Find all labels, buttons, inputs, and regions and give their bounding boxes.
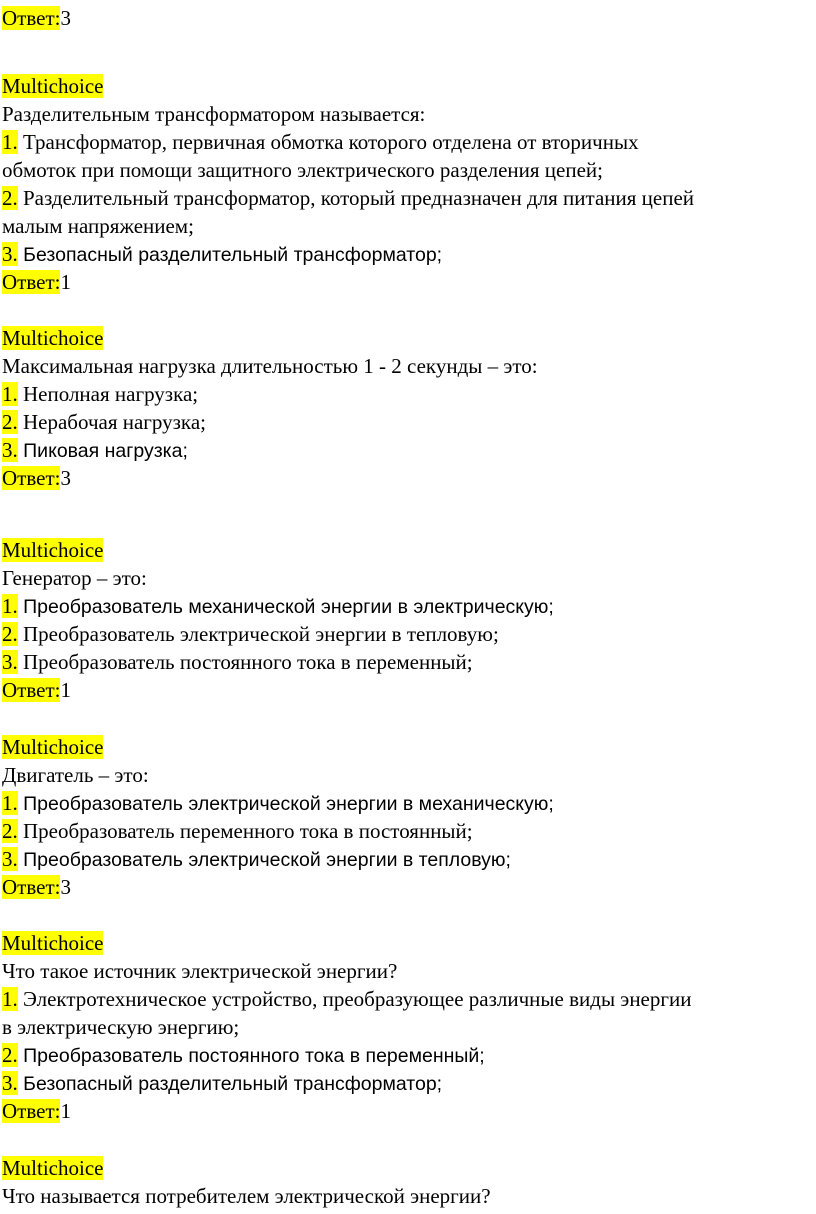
question-text: Максимальная нагрузка длительностью 1 - 2 секунды – это: — [2, 354, 538, 378]
question-type: Multichoice — [2, 74, 104, 98]
option-line-continued: обмоток при помощи защитного электрического разделения цепей; — [2, 158, 603, 182]
answer-line: Ответ:1 — [2, 1099, 71, 1123]
answer-line: Ответ:3 — [2, 466, 71, 490]
option-line: 1. Преобразователь механической энергии в электрическую; — [2, 594, 554, 618]
answer-line: Ответ:1 — [2, 270, 71, 294]
question-type: Multichoice — [2, 538, 104, 562]
question-type: Multichoice — [2, 1156, 104, 1180]
answer-line: Ответ:1 — [2, 678, 71, 702]
option-line: 2. Нерабочая нагрузка; — [2, 410, 206, 434]
option-line: 1. Преобразователь электрической энергии в механическую; — [2, 791, 554, 815]
question-type: Multichoice — [2, 326, 104, 350]
option-line: 1. Электротехническое устройство, преобразующее различные виды энергии — [2, 987, 692, 1011]
option-line: 3. Преобразователь электрической энергии в тепловую; — [2, 847, 511, 871]
option-line: 2. Разделительный трансформатор, который предназначен для питания цепей — [2, 186, 695, 210]
answer-label: Ответ: — [2, 6, 61, 30]
question-text: Что называется потребителем электрической энергии? — [2, 1184, 491, 1208]
option-line: 3. Безопасный разделительный трансформатор; — [2, 1071, 443, 1095]
option-line-continued: малым напряжением; — [2, 214, 194, 238]
answer-line — [2, 4, 71, 32]
option-line: 2. Преобразователь электрической энергии в тепловую; — [2, 622, 499, 646]
answer-value: 3 — [60, 6, 71, 30]
option-line: 1. Трансформатор, первичная обмотка которого отделена от вторичных — [2, 130, 639, 154]
option-line: 2. Преобразователь постоянного тока в переменный; — [2, 1043, 485, 1067]
option-line: 3. Пиковая нагрузка; — [2, 438, 188, 462]
option-line-continued: в электрическую энергию; — [2, 1015, 240, 1039]
question-type: Multichoice — [2, 735, 104, 759]
option-line: 2. Преобразователь переменного тока в постоянный; — [2, 819, 473, 843]
question-text: Что такое источник электрической энергии? — [2, 959, 398, 983]
option-line: 3. Преобразователь постоянного тока в переменный; — [2, 650, 473, 674]
option-line: 1. Неполная нагрузка; — [2, 382, 199, 406]
question-type: Multichoice — [2, 931, 104, 955]
question-text: Разделительным трансформатором называется: — [2, 102, 426, 126]
option-line: 3. Безопасный разделительный трансформатор; — [2, 242, 443, 266]
question-text: Двигатель – это: — [2, 763, 149, 787]
question-text: Генератор – это: — [2, 566, 147, 590]
answer-line: Ответ:3 — [2, 875, 71, 899]
